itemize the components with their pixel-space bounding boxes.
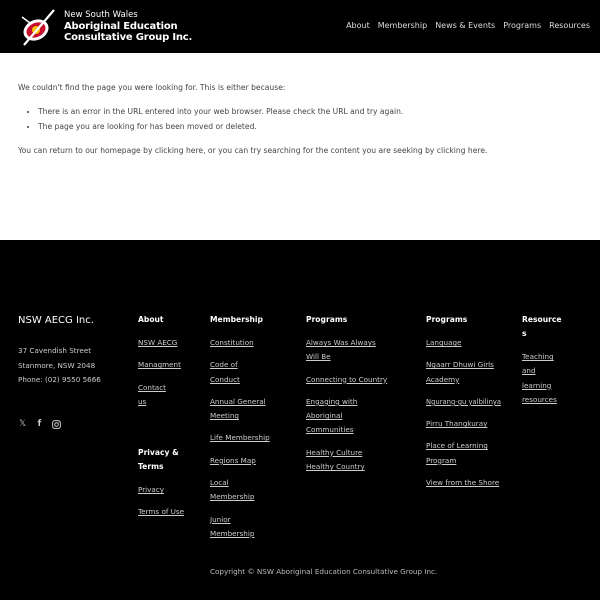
reason-item: • The page you are looking for has been moved or deleted. bbox=[38, 120, 583, 135]
org-line3: Consultative Group Inc. bbox=[64, 31, 193, 43]
footer-col-programs-2 bbox=[426, 313, 518, 498]
link-life-membership[interactable]: Life Membership bbox=[210, 433, 270, 443]
instagram-icon[interactable] bbox=[52, 420, 61, 429]
footer-col-programs-1 bbox=[306, 313, 396, 482]
social-links bbox=[18, 420, 61, 429]
aecg-logo-icon[interactable] bbox=[18, 7, 58, 47]
phone: Phone: (02) 9550 5666 bbox=[18, 375, 101, 384]
org-line2: Aboriginal Education bbox=[64, 20, 178, 32]
copyright: Copyright © NSW Aboriginal Education Consultative Group Inc. bbox=[210, 567, 438, 576]
link-ngaarr-dhuwi[interactable]: Ngaarr Dhuwi Girls Academy bbox=[426, 360, 494, 384]
link-local-membership[interactable]: Local Membership bbox=[210, 478, 255, 502]
link-constitution[interactable]: Constitution bbox=[210, 338, 254, 347]
col-heading-membership: Membership bbox=[210, 315, 263, 324]
nav-membership[interactable]: Membership bbox=[377, 21, 428, 30]
link-nsw-aecg[interactable]: NSW AECG bbox=[138, 338, 178, 347]
link-place-of-learning[interactable]: Place of Learning Program bbox=[426, 441, 488, 465]
link-teaching-resources[interactable]: Teaching and learning resources bbox=[522, 352, 557, 404]
footer-col-membership bbox=[210, 313, 285, 549]
reason-list bbox=[38, 105, 583, 134]
org-name[interactable] bbox=[64, 11, 192, 43]
link-connecting-country[interactable]: Connecting to Country bbox=[306, 374, 388, 384]
facebook-icon[interactable]: f bbox=[37, 419, 42, 429]
footer-col-resources bbox=[522, 313, 566, 415]
return-text bbox=[18, 145, 583, 157]
footer-col-privacy bbox=[138, 446, 188, 528]
col-heading-resources: Resources bbox=[522, 315, 562, 338]
nav-news-events[interactable]: News & Events bbox=[435, 21, 496, 30]
link-healthy-culture[interactable]: Healthy Culture Healthy Country bbox=[306, 447, 365, 472]
link-engaging-communities[interactable]: Engaging with Aboriginal Communities bbox=[306, 396, 358, 435]
main-nav bbox=[338, 21, 590, 30]
col-heading-about: About bbox=[138, 315, 164, 324]
nav-programs[interactable]: Programs bbox=[503, 21, 542, 30]
link-view-from-shore[interactable]: View from the Shore bbox=[426, 478, 500, 488]
link-privacy[interactable]: Privacy bbox=[138, 485, 165, 494]
site-header bbox=[0, 0, 600, 53]
return-prefix: You can return to our homepage by bbox=[18, 146, 155, 155]
nav-about[interactable]: About bbox=[346, 21, 370, 30]
link-agm[interactable]: Annual General Meeting bbox=[210, 396, 266, 421]
reason-item: • There is an error in the URL entered into your web browser. Please check the URL and try again. bbox=[38, 105, 583, 120]
footer-col-about bbox=[138, 313, 196, 417]
not-found-content bbox=[18, 82, 583, 157]
link-managment[interactable]: Managment bbox=[138, 360, 181, 370]
link-language[interactable]: Language bbox=[426, 338, 462, 347]
col-heading-privacy: Privacy & Terms bbox=[138, 448, 179, 471]
org-line1: New South Wales bbox=[64, 10, 138, 20]
link-junior-membership[interactable]: Junior Membership bbox=[210, 514, 255, 538]
homepage-link[interactable]: clicking here bbox=[154, 146, 204, 155]
col-heading-programs-1: Programs bbox=[306, 315, 348, 324]
link-always-was[interactable]: Always Was Always Will Be bbox=[306, 338, 376, 362]
search-link[interactable]: clicking here bbox=[436, 146, 486, 155]
link-contact-us[interactable]: Contact us bbox=[138, 382, 166, 406]
link-ngurang-gu[interactable]: Ngurang-gu yalbilinya bbox=[426, 397, 502, 406]
footer-address bbox=[18, 344, 101, 388]
address-line2: Stanmore, NSW 2048 bbox=[18, 360, 96, 370]
link-terms[interactable]: Terms of Use bbox=[138, 507, 185, 517]
return-suffix: . bbox=[485, 146, 488, 155]
address-line1: 37 Cavendish Street bbox=[18, 346, 92, 355]
link-pirru-thangkuray[interactable]: Pirru Thangkuray bbox=[426, 419, 488, 429]
site-footer bbox=[0, 240, 600, 600]
intro-text: We couldn't find the page you were looking for. This is either because: bbox=[18, 83, 286, 92]
footer-org-name: NSW AECG Inc. bbox=[18, 315, 94, 326]
x-icon[interactable]: 𝕏 bbox=[19, 419, 26, 429]
nav-resources[interactable]: Resources bbox=[549, 21, 590, 30]
link-code-of-conduct[interactable]: Code of Conduct bbox=[210, 360, 240, 384]
col-heading-programs-2: Programs bbox=[426, 315, 468, 324]
link-regions-map[interactable]: Regions Map bbox=[210, 455, 256, 465]
return-middle: , or you can try searching for the content you are seeking by bbox=[203, 146, 437, 155]
